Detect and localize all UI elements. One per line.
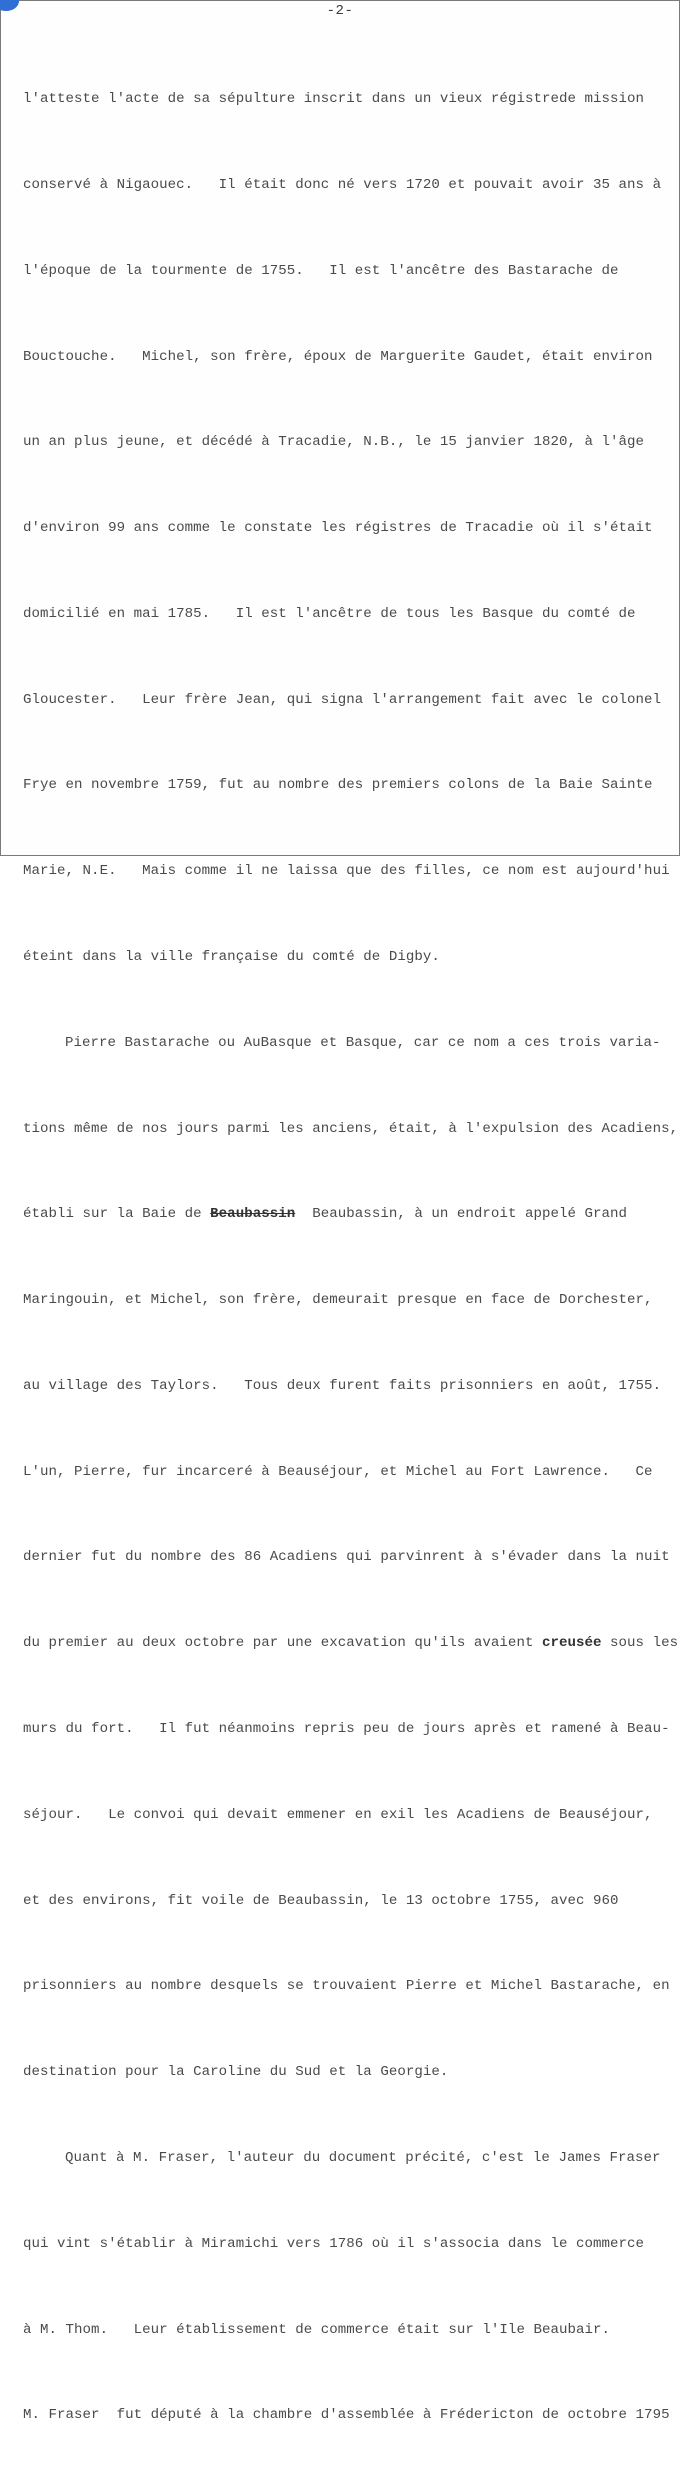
text-line: Maringouin, et Michel, son frère, demeurait presque en face de Dorchester, [23,1292,653,1309]
text-line-with-correction [23,1629,683,1658]
line-segment: Beaubassin, à un endroit appelé Grand [295,1206,628,1223]
text-line: conservé à Nigaouec. Il était donc né vers 1720 et pouvait avoir 35 ans à [23,176,662,193]
text-line: éteint dans la ville française du comté de Digby. [23,949,440,965]
line-segment: établi sur la Baie de [23,1206,211,1223]
text-line: murs du fort. Il fut néanmoins repris peu de jours après et ramené à Beau- [23,1721,670,1738]
text-line: Frye en novembre 1759, fut au nombre des premiers colons de la Baie Sainte [23,777,653,794]
text-line: domicilié en mai 1785. Il est l'ancêtre de tous les Basque du comté de [23,605,636,622]
text-line: L'un, Pierre, fur incarceré à Beauséjour, et Michel au Fort Lawrence. Ce [23,1463,653,1480]
paragraph-start-line: Pierre Bastarache ou AuBasque et Basque, car ce nom a ces trois varia- [65,1034,661,1051]
page-number: -2- [326,3,354,19]
text-line: tions même de nos jours parmi les anciens, était, à l'expulsion des Acadiens, [23,1120,679,1137]
text-line: dernier fut du nombre des 86 Acadiens qui parvinrent à s'évader dans la nuit [23,1549,670,1566]
struck-out-word: Beaubassin [210,1206,296,1223]
text-line: l'époque de la tourmente de 1755. Il est l'ancêtre des Bastarache de [23,262,619,279]
text-line: au village des Taylors. Tous deux furent faits prisonniers en août, 1755. [23,1377,662,1394]
text-line-with-correction [23,1200,683,1229]
text-line: et des environs, fit voile de Beaubassin, le 13 octobre 1755, avec 960 [23,1892,619,1909]
text-line: destination pour la Caroline du Sud et la Georgie. [23,2064,449,2081]
text-line: d'environ 99 ans comme le constate les régistres de Tracadie où il s'était [23,520,653,537]
text-line: Gloucester. Leur frère Jean, qui signa l'arrangement fait avec le colonel [23,691,662,708]
line-segment: du premier au deux octobre par une excavation qu'ils avaient [23,1635,542,1652]
text-line: qui vint s'établir à Miramichi vers 1786 où il s'associa dans le commerce [23,2235,645,2252]
text-line: l'atteste l'acte de sa sépulture inscrit dans un vieux régistrede mission [23,91,645,108]
text-line: un an plus jeune, et décédé à Tracadie, N.B., le 15 janvier 1820, à l'âge [23,434,645,451]
text-line: M. Fraser fut député à la chambre d'assemblée à Frédericton de octobre 1795 [23,2407,670,2424]
overtyped-word: creusée [541,1635,602,1652]
text-line: prisonniers au nombre desquels se trouvaient Pierre et Michel Bastarache, en [23,1978,670,1995]
line-segment: sous les [601,1635,679,1652]
text-line: séjour. Le convoi qui devait emmener en exil les Acadiens de Beauséjour, [23,1806,653,1823]
paragraph-start-line: Quant à M. Fraser, l'auteur du document précité, c'est le James Fraser [65,2149,661,2166]
text-line: à M. Thom. Leur établissement de commerce était sur l'Ile Beaubair. [23,2321,611,2338]
text-line: Marie, N.E. Mais comme il ne laissa que des filles, ce nom est aujourd'hui [23,863,670,880]
document-body [23,28,683,2487]
text-line: Bouctouche. Michel, son frère, époux de Marguerite Gaudet, était environ [23,348,653,365]
